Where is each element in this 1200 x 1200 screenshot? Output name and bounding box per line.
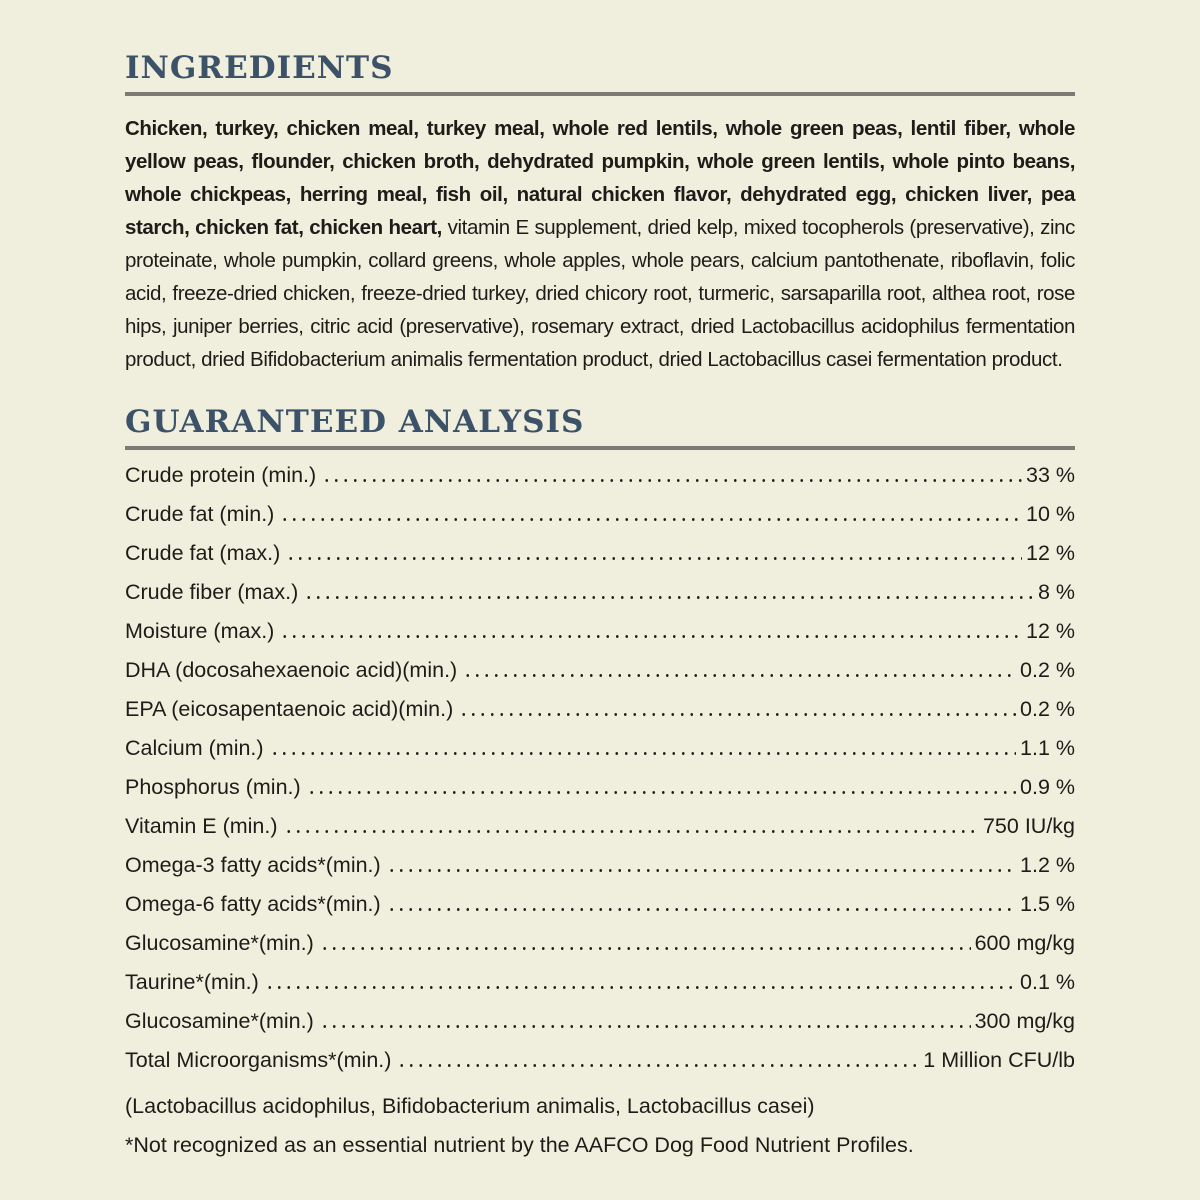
analysis-value: 1.1 % (1020, 736, 1075, 760)
analysis-value: 12 % (1025, 619, 1075, 643)
analysis-row (125, 853, 1075, 892)
analysis-row (125, 580, 1075, 619)
dot-leader (320, 947, 971, 950)
analysis-value: 1 Million CFU/lb (923, 1048, 1075, 1072)
analysis-value: 10 % (1025, 502, 1075, 526)
analysis-label: EPA (eicosapentaenoic acid)(min.) (125, 697, 454, 721)
dot-leader (397, 1064, 919, 1067)
analysis-value: 8 % (1037, 580, 1075, 604)
ingredients-secondary-list: vitamin E supplement, dried kelp, mixed tocopherols (preservative), zinc proteinate, whole pumpkin, collard greens, whole apples, whole pears, calcium pantothenate, riboflavin, folic acid, freeze-dried chicken, freeze-dried turkey, dried chicory root, turmeric, sarsaparilla root, althea root, rose hips, juniper berries, citric acid (preservative), rosemary extract, dried Lactobacillus acidophilus fermentation product, dried Bifidobacterium animalis fermentation product, dried Lactobacillus casei fermentation product. (125, 216, 1075, 371)
analysis-label: Crude fat (max.) (125, 541, 281, 565)
ingredients-section (125, 50, 1075, 376)
aafco-footnote: *Not recognized as an essential nutrient by the AAFCO Dog Food Nutrient Profiles. (125, 1133, 914, 1157)
dot-leader (322, 479, 1022, 482)
dot-leader (307, 791, 1016, 794)
dot-leader (284, 830, 979, 833)
analysis-row (125, 697, 1075, 736)
analysis-label: Omega-6 fatty acids*(min.) (125, 892, 381, 916)
analysis-row (125, 892, 1075, 931)
analysis-row (125, 775, 1075, 814)
analysis-row (125, 1048, 1075, 1087)
analysis-value: 0.2 % (1020, 697, 1075, 721)
analysis-row (125, 970, 1075, 1009)
analysis-label: Omega-3 fatty acids*(min.) (125, 853, 381, 877)
analysis-row (125, 736, 1075, 775)
analysis-value: 12 % (1025, 541, 1075, 565)
analysis-label: Vitamin E (min.) (125, 814, 278, 838)
analysis-value: 0.1 % (1020, 970, 1075, 994)
analysis-label: Phosphorus (min.) (125, 775, 301, 799)
microorganisms-note: (Lactobacillus acidophilus, Bifidobacterium animalis, Lactobacillus casei) (125, 1094, 815, 1118)
dot-leader (320, 1025, 971, 1028)
dot-leader (280, 518, 1022, 521)
analysis-value: 300 mg/kg (974, 1009, 1075, 1033)
dot-leader (280, 635, 1022, 638)
analysis-row (125, 658, 1075, 697)
dot-leader (387, 908, 1016, 911)
analysis-label: Total Microorganisms*(min.) (125, 1048, 392, 1072)
dot-leader (270, 752, 1016, 755)
analysis-row (125, 619, 1075, 658)
analysis-label: DHA (docosahexaenoic acid)(min.) (125, 658, 458, 682)
analysis-value: 1.5 % (1020, 892, 1075, 916)
dot-leader (463, 674, 1016, 677)
analysis-label: Glucosamine*(min.) (125, 931, 314, 955)
ingredients-title: INGREDIENTS (125, 50, 394, 86)
analysis-value: 600 mg/kg (974, 931, 1075, 955)
analysis-row (125, 1009, 1075, 1048)
analysis-label: Taurine*(min.) (125, 970, 259, 994)
analysis-row (125, 931, 1075, 970)
analysis-label: Crude protein (min.) (125, 463, 317, 487)
analysis-value: 0.9 % (1020, 775, 1075, 799)
analysis-label: Calcium (min.) (125, 736, 264, 760)
guaranteed-analysis-section (125, 404, 1075, 1164)
analysis-value: 1.2 % (1020, 853, 1075, 877)
analysis-value: 33 % (1025, 463, 1075, 487)
dot-leader (265, 986, 1016, 989)
analysis-row (125, 502, 1075, 541)
analysis-value: 0.2 % (1020, 658, 1075, 682)
ingredients-text (125, 112, 1075, 376)
analysis-label: Moisture (max.) (125, 619, 275, 643)
analysis-label: Crude fat (min.) (125, 502, 275, 526)
dot-leader (304, 596, 1034, 599)
dot-leader (286, 557, 1022, 560)
dot-leader (459, 713, 1016, 716)
analysis-row (125, 541, 1075, 580)
analysis-label: Crude fiber (max.) (125, 580, 299, 604)
section-divider (125, 92, 1075, 96)
section-divider (125, 446, 1075, 450)
dot-leader (387, 869, 1016, 872)
analysis-row (125, 463, 1075, 502)
analysis-row (125, 814, 1075, 853)
analysis-label: Glucosamine*(min.) (125, 1009, 314, 1033)
analysis-table (125, 463, 1075, 1087)
ingredients-primary-list: Chicken, turkey, chicken meal, turkey meal, whole red lentils, whole green peas, lentil fiber, whole yellow peas, flounder, chicken broth, dehydrated pumpkin, whole green lentils, whole pinto beans, whole chickpeas, herring meal, fish oil, natural chicken flavor, dehydrated egg, chicken liver, pea starch, chicken fat, chicken heart, (125, 117, 1075, 239)
guaranteed-analysis-title: GUARANTEED ANALYSIS (125, 404, 585, 440)
analysis-value: 750 IU/kg (982, 814, 1075, 838)
